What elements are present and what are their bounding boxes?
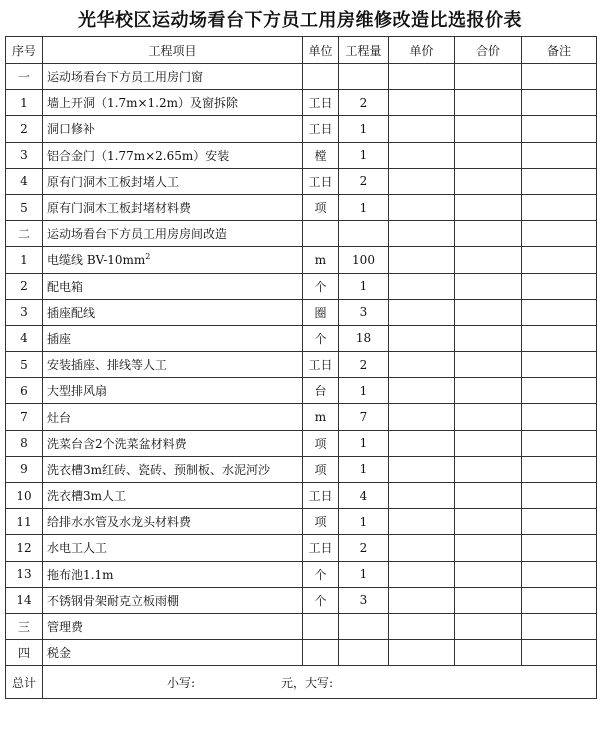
row-price xyxy=(389,378,455,404)
row-price xyxy=(389,352,455,378)
row-unit: 圈 xyxy=(303,299,339,325)
row-remark xyxy=(522,273,597,299)
row-amount xyxy=(455,168,522,194)
header-seq: 序号 xyxy=(6,37,43,64)
row-price xyxy=(389,247,455,273)
table-row xyxy=(6,64,597,90)
row-remark xyxy=(522,168,597,194)
row-remark xyxy=(522,587,597,613)
row-price xyxy=(389,194,455,220)
row-item: 配电箱 xyxy=(43,273,303,299)
header-price: 单价 xyxy=(389,37,455,64)
row-unit: 工日 xyxy=(303,352,339,378)
row-seq: 3 xyxy=(6,142,43,168)
table-row xyxy=(6,535,597,561)
row-unit: 个 xyxy=(303,273,339,299)
row-price xyxy=(389,561,455,587)
row-unit xyxy=(303,64,339,90)
row-remark xyxy=(522,325,597,351)
row-unit: 项 xyxy=(303,194,339,220)
row-qty: 3 xyxy=(339,587,389,613)
row-qty: 2 xyxy=(339,168,389,194)
row-unit: 个 xyxy=(303,561,339,587)
row-seq: 2 xyxy=(6,273,43,299)
row-remark xyxy=(522,561,597,587)
table-row xyxy=(6,509,597,535)
row-amount xyxy=(455,221,522,247)
row-price xyxy=(389,90,455,116)
table-row xyxy=(6,404,597,430)
row-price xyxy=(389,535,455,561)
row-qty: 1 xyxy=(339,194,389,220)
table-row xyxy=(6,483,597,509)
row-item: 原有门洞木工板封堵材料费 xyxy=(43,194,303,220)
total-yuan-label: 元，大写: xyxy=(281,675,334,690)
row-item: 运动场看台下方员工用房房间改造 xyxy=(43,221,303,247)
row-amount xyxy=(455,535,522,561)
total-small-label: 小写: xyxy=(167,675,196,690)
table-row xyxy=(6,116,597,142)
page-title: 光华校区运动场看台下方员工用房维修改造比选报价表 xyxy=(78,10,522,31)
table-row xyxy=(6,168,597,194)
row-seq: 11 xyxy=(6,509,43,535)
table-row xyxy=(6,325,597,351)
row-price xyxy=(389,142,455,168)
row-price xyxy=(389,221,455,247)
row-remark xyxy=(522,404,597,430)
row-qty: 1 xyxy=(339,456,389,482)
row-item: 洗衣槽3m人工 xyxy=(43,483,303,509)
table-row xyxy=(6,640,597,666)
row-unit: 个 xyxy=(303,587,339,613)
row-price xyxy=(389,587,455,613)
row-qty: 18 xyxy=(339,325,389,351)
row-unit: 工日 xyxy=(303,535,339,561)
superscript: 2 xyxy=(145,252,151,262)
row-seq: 6 xyxy=(6,378,43,404)
row-qty: 2 xyxy=(339,535,389,561)
row-amount xyxy=(455,247,522,273)
row-qty: 1 xyxy=(339,509,389,535)
row-amount xyxy=(455,142,522,168)
row-unit xyxy=(303,221,339,247)
row-unit: 工日 xyxy=(303,168,339,194)
row-price xyxy=(389,483,455,509)
row-qty xyxy=(339,221,389,247)
row-amount xyxy=(455,640,522,666)
row-unit xyxy=(303,613,339,639)
total-row xyxy=(6,666,597,699)
table-row xyxy=(6,273,597,299)
row-unit: m xyxy=(303,247,339,273)
row-item: 管理费 xyxy=(43,613,303,639)
row-remark xyxy=(522,221,597,247)
row-unit: 工日 xyxy=(303,483,339,509)
table-row xyxy=(6,561,597,587)
table-body xyxy=(6,64,597,666)
row-seq: 5 xyxy=(6,194,43,220)
row-amount xyxy=(455,430,522,456)
row-remark xyxy=(522,456,597,482)
row-amount xyxy=(455,273,522,299)
table-row xyxy=(6,587,597,613)
row-amount xyxy=(455,404,522,430)
row-price xyxy=(389,509,455,535)
row-price xyxy=(389,116,455,142)
row-item: 税金 xyxy=(43,640,303,666)
row-qty: 1 xyxy=(339,116,389,142)
row-amount xyxy=(455,378,522,404)
row-qty: 100 xyxy=(339,247,389,273)
row-item: 灶台 xyxy=(43,404,303,430)
row-seq: 3 xyxy=(6,299,43,325)
row-price xyxy=(389,640,455,666)
header-unit: 单位 xyxy=(303,37,339,64)
row-unit: m xyxy=(303,404,339,430)
row-unit: 项 xyxy=(303,430,339,456)
row-seq: 9 xyxy=(6,456,43,482)
table-row xyxy=(6,90,597,116)
table-row xyxy=(6,613,597,639)
header-amount: 合价 xyxy=(455,37,522,64)
row-price xyxy=(389,299,455,325)
row-price xyxy=(389,325,455,351)
row-item: 水电工人工 xyxy=(43,535,303,561)
row-qty xyxy=(339,64,389,90)
row-seq: 二 xyxy=(6,221,43,247)
row-qty: 2 xyxy=(339,352,389,378)
row-unit: 工日 xyxy=(303,90,339,116)
row-seq: 一 xyxy=(6,64,43,90)
row-qty: 1 xyxy=(339,561,389,587)
row-item: 运动场看台下方员工用房门窗 xyxy=(43,64,303,90)
row-price xyxy=(389,430,455,456)
row-amount xyxy=(455,116,522,142)
row-amount xyxy=(455,325,522,351)
row-seq: 4 xyxy=(6,168,43,194)
row-remark xyxy=(522,90,597,116)
row-unit: 台 xyxy=(303,378,339,404)
row-price xyxy=(389,273,455,299)
row-item: 洗衣槽3m红砖、瓷砖、预制板、水泥河沙 xyxy=(43,456,303,482)
row-item: 墙上开洞（1.7m×1.2m）及窗拆除 xyxy=(43,90,303,116)
row-remark xyxy=(522,142,597,168)
row-seq: 1 xyxy=(6,90,43,116)
row-remark xyxy=(522,613,597,639)
row-item: 给排水水管及水龙头材料费 xyxy=(43,509,303,535)
row-unit: 项 xyxy=(303,509,339,535)
total-amount-cell xyxy=(43,666,597,699)
row-item: 铝合金门（1.77m×2.65m）安装 xyxy=(43,142,303,168)
row-seq: 4 xyxy=(6,325,43,351)
quote-table xyxy=(5,36,597,699)
row-amount xyxy=(455,90,522,116)
header-row xyxy=(6,37,597,64)
table-row xyxy=(6,221,597,247)
row-amount xyxy=(455,456,522,482)
row-qty xyxy=(339,640,389,666)
row-remark xyxy=(522,352,597,378)
row-remark xyxy=(522,509,597,535)
row-unit: 项 xyxy=(303,456,339,482)
table-row xyxy=(6,142,597,168)
total-label: 总计 xyxy=(6,666,43,699)
row-amount xyxy=(455,509,522,535)
row-remark xyxy=(522,535,597,561)
row-amount xyxy=(455,299,522,325)
row-amount xyxy=(455,352,522,378)
row-seq: 10 xyxy=(6,483,43,509)
row-seq: 5 xyxy=(6,352,43,378)
row-qty: 3 xyxy=(339,299,389,325)
table-row xyxy=(6,456,597,482)
row-amount xyxy=(455,613,522,639)
row-seq: 1 xyxy=(6,247,43,273)
row-remark xyxy=(522,116,597,142)
row-item: 大型排风扇 xyxy=(43,378,303,404)
row-remark xyxy=(522,483,597,509)
row-qty: 7 xyxy=(339,404,389,430)
row-price xyxy=(389,64,455,90)
row-price xyxy=(389,613,455,639)
row-seq: 13 xyxy=(6,561,43,587)
row-remark xyxy=(522,640,597,666)
table-row xyxy=(6,194,597,220)
row-remark xyxy=(522,430,597,456)
row-amount xyxy=(455,587,522,613)
row-price xyxy=(389,456,455,482)
row-amount xyxy=(455,483,522,509)
row-qty: 4 xyxy=(339,483,389,509)
row-qty: 1 xyxy=(339,273,389,299)
header-qty: 工程量 xyxy=(339,37,389,64)
row-unit: 樘 xyxy=(303,142,339,168)
row-item: 拖布池1.1m xyxy=(43,561,303,587)
row-seq: 12 xyxy=(6,535,43,561)
table-row xyxy=(6,247,597,273)
row-qty: 1 xyxy=(339,378,389,404)
row-item: 电缆线 $BV-10mm^2$ xyxy=(43,247,303,273)
row-price xyxy=(389,168,455,194)
table-row xyxy=(6,299,597,325)
row-remark xyxy=(522,378,597,404)
row-remark xyxy=(522,299,597,325)
row-remark xyxy=(522,247,597,273)
row-amount xyxy=(455,64,522,90)
row-remark xyxy=(522,194,597,220)
row-amount xyxy=(455,561,522,587)
row-item: 不锈钢骨架耐克立板雨棚 xyxy=(43,587,303,613)
row-item: 洞口修补 xyxy=(43,116,303,142)
row-item: 洗菜台含2个洗菜盆材料费 xyxy=(43,430,303,456)
row-qty: 2 xyxy=(339,90,389,116)
row-seq: 14 xyxy=(6,587,43,613)
row-seq: 2 xyxy=(6,116,43,142)
row-unit: 个 xyxy=(303,325,339,351)
row-price xyxy=(389,404,455,430)
row-unit xyxy=(303,640,339,666)
row-qty: 1 xyxy=(339,430,389,456)
row-item: 原有门洞木工板封堵人工 xyxy=(43,168,303,194)
row-seq: 四 xyxy=(6,640,43,666)
row-item: 安装插座、排线等人工 xyxy=(43,352,303,378)
row-qty: 1 xyxy=(339,142,389,168)
row-seq: 三 xyxy=(6,613,43,639)
row-unit: 工日 xyxy=(303,116,339,142)
header-remark: 备注 xyxy=(522,37,597,64)
header-item: 工程项目 xyxy=(43,37,303,64)
row-item: 插座配线 xyxy=(43,299,303,325)
table-row xyxy=(6,430,597,456)
row-seq: 8 xyxy=(6,430,43,456)
row-item: 插座 xyxy=(43,325,303,351)
table-row xyxy=(6,352,597,378)
row-amount xyxy=(455,194,522,220)
row-remark xyxy=(522,64,597,90)
table-row xyxy=(6,378,597,404)
row-qty xyxy=(339,613,389,639)
row-seq: 7 xyxy=(6,404,43,430)
